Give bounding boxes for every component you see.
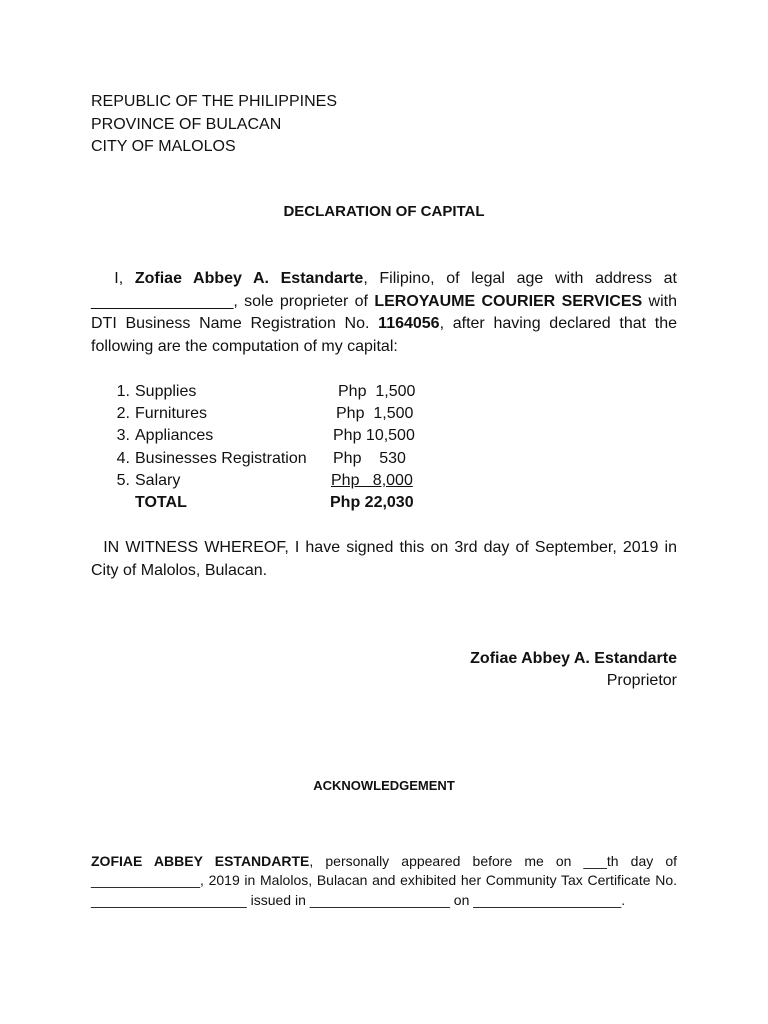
declaration-prefix: I, xyxy=(114,270,124,287)
acknowledgement-line-2: ______________, 2019 in Malolos, Bulacan and exhibited her Community Tax Certificate No. xyxy=(91,872,677,889)
acknowledgement-line-3: ____________________ issued in __________________ on ___________________. xyxy=(91,891,626,908)
capital-item-label: Salary xyxy=(135,471,181,489)
capital-item-amount: Php 530 xyxy=(333,449,406,467)
header-province: PROVINCE OF BULACAN xyxy=(91,115,282,133)
signer-role: Proprietor xyxy=(606,672,677,689)
acknowledgement-name: ZOFIAE ABBEY ESTANDARTE xyxy=(91,853,310,869)
capital-item-label: Supplies xyxy=(135,383,197,400)
capital-item-row xyxy=(110,448,430,470)
capital-item-row xyxy=(110,403,430,425)
capital-item-number: 3. xyxy=(116,427,130,445)
signature-block xyxy=(470,648,677,692)
capital-item-label: Furnitures xyxy=(135,405,208,423)
header-city: CITY OF MALOLOS xyxy=(91,138,236,155)
capital-total-row xyxy=(110,492,430,514)
capital-item-amount: Php 1,500 xyxy=(336,405,414,423)
capital-item-number: 1. xyxy=(116,383,130,400)
declaration-line-2 xyxy=(91,291,677,314)
capital-item-number: 5. xyxy=(116,471,130,489)
witness-line-1 xyxy=(91,536,677,559)
declaration-line-1 xyxy=(91,268,677,291)
capital-item-number: 2. xyxy=(116,405,130,423)
acknowledgement-title: ACKNOWLEDGEMENT xyxy=(313,778,455,793)
capital-total-amount: Php 22,030 xyxy=(330,493,414,511)
capital-item-row xyxy=(110,470,430,492)
declaration-text-5: , after having declared that the xyxy=(439,315,678,333)
header-country: REPUBLIC OF THE PHILIPPINES xyxy=(91,93,337,110)
declaration-line-4: following are the computation of my capital: xyxy=(91,337,398,355)
capital-item-row xyxy=(110,425,430,447)
capital-item-amount: Php 10,500 xyxy=(333,427,415,445)
capital-computation-list xyxy=(110,381,430,514)
witness-line-2: City of Malolos, Bulacan. xyxy=(91,562,268,579)
capital-item-label: Appliances xyxy=(135,427,214,445)
capital-item-number: 4. xyxy=(116,449,130,467)
document-header xyxy=(91,91,337,159)
capital-item-amount: Php 8,000 xyxy=(331,471,413,489)
capital-item-label: Businesses Registration xyxy=(135,449,307,467)
capital-item-row xyxy=(110,381,430,403)
declaration-line-3 xyxy=(91,313,677,336)
business-name: LEROYAUME COURIER SERVICES xyxy=(374,292,643,310)
declaration-text-4: DTI Business Name Registration No. xyxy=(91,315,370,333)
declaration-text-2: , sole proprieter of xyxy=(233,292,369,310)
capital-total-label: TOTAL xyxy=(135,493,187,511)
registration-number: 1164056 xyxy=(378,315,440,333)
acknowledgement-text-1: , personally appeared before me on ___th day of xyxy=(309,853,677,869)
witness-paragraph xyxy=(91,536,677,582)
declaration-text-3: with xyxy=(648,292,677,310)
acknowledgement-line-1 xyxy=(91,852,677,871)
acknowledgement-paragraph xyxy=(91,852,677,910)
declaration-text-1: , Filipino, of legal age with address at xyxy=(363,270,677,287)
witness-text-1: IN WITNESS WHEREOF, I have signed this on 3rd day of September, 2019 in xyxy=(103,539,678,556)
declaration-paragraph xyxy=(91,268,677,358)
signer-name: Zofiae Abbey A. Estandarte xyxy=(470,650,677,667)
address-blank: ________________ xyxy=(91,292,234,310)
declarant-name: Zofiae Abbey A. Estandarte xyxy=(134,270,364,287)
document-title: DECLARATION OF CAPITAL xyxy=(283,203,485,220)
capital-item-amount: Php 1,500 xyxy=(338,383,416,400)
